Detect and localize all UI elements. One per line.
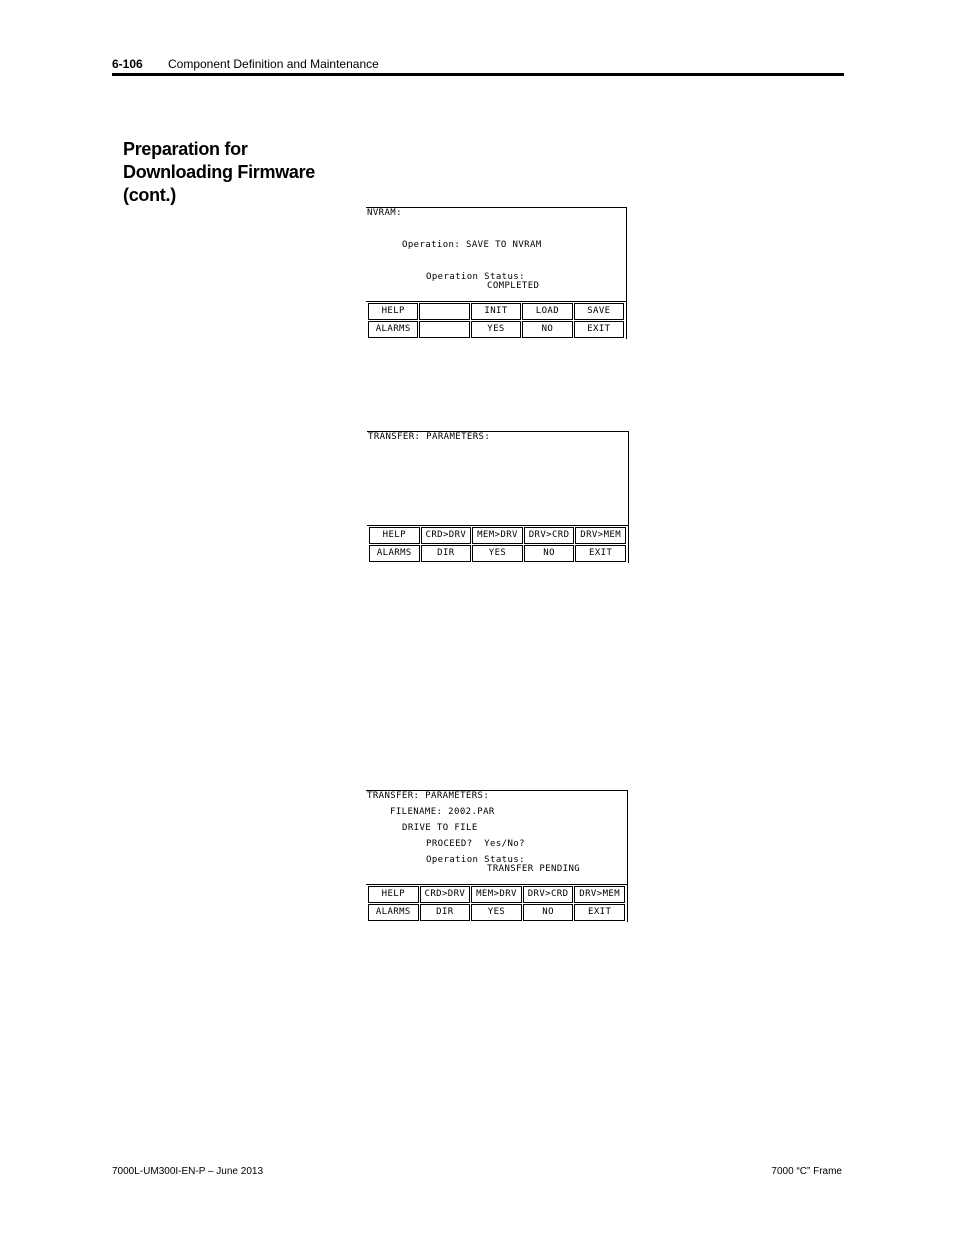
init-key[interactable]: INIT (471, 303, 521, 320)
function-key-row-2 (368, 321, 624, 338)
blank-key[interactable] (419, 303, 469, 320)
no-key[interactable]: NO (524, 545, 575, 562)
section-heading-line-3: (cont.) (123, 185, 176, 205)
page-number: 6-106 (112, 57, 143, 71)
function-keys (366, 301, 626, 339)
section-heading-line-2: Downloading Firmware (123, 162, 316, 182)
function-key-row-1 (369, 527, 626, 544)
blank-key[interactable] (419, 321, 469, 338)
operation-status-label: Operation Status: (426, 855, 525, 865)
section-heading (123, 138, 343, 207)
yes-key[interactable]: YES (472, 545, 523, 562)
page-header (112, 56, 844, 76)
function-key-row-2 (368, 904, 625, 921)
operation-status-value: COMPLETED (487, 281, 540, 291)
no-key[interactable]: NO (522, 321, 572, 338)
operation-text: Operation: SAVE TO NVRAM (402, 240, 542, 250)
exit-key[interactable]: EXIT (574, 321, 624, 338)
screen-title: TRANSFER: PARAMETERS: (367, 791, 490, 801)
header-rule (112, 73, 844, 76)
help-key[interactable]: HELP (369, 527, 420, 544)
dir-key[interactable]: DIR (421, 545, 472, 562)
mem-to-drv-key[interactable]: MEM>DRV (472, 527, 523, 544)
operation-status-value: TRANSFER PENDING (487, 864, 581, 874)
nvram-screen (366, 207, 627, 339)
yes-key[interactable]: YES (471, 321, 521, 338)
direction-text: DRIVE TO FILE (402, 823, 478, 833)
alarms-key[interactable]: ALARMS (369, 545, 420, 562)
no-key[interactable]: NO (523, 904, 574, 921)
proceed-prompt: PROCEED? Yes/No? (426, 839, 525, 849)
exit-key[interactable]: EXIT (575, 545, 626, 562)
dir-key[interactable]: DIR (420, 904, 471, 921)
alarms-key[interactable]: ALARMS (368, 321, 418, 338)
drv-to-crd-key[interactable]: DRV>CRD (523, 886, 574, 903)
function-keys (366, 884, 627, 922)
drv-to-mem-key[interactable]: DRV>MEM (574, 886, 625, 903)
alarms-key[interactable]: ALARMS (368, 904, 419, 921)
function-key-row-1 (368, 303, 624, 320)
function-keys (367, 525, 628, 563)
chapter-title: Component Definition and Maintenance (168, 57, 379, 71)
screen-title: NVRAM: (367, 208, 402, 218)
filename-text: FILENAME: 2002.PAR (390, 807, 495, 817)
transfer-pending-screen (366, 790, 628, 922)
function-key-row-1 (368, 886, 625, 903)
crd-to-drv-key[interactable]: CRD>DRV (421, 527, 472, 544)
drv-to-mem-key[interactable]: DRV>MEM (575, 527, 626, 544)
yes-key[interactable]: YES (471, 904, 522, 921)
crd-to-drv-key[interactable]: CRD>DRV (420, 886, 471, 903)
help-key[interactable]: HELP (368, 303, 418, 320)
exit-key[interactable]: EXIT (574, 904, 625, 921)
footer-publication: 7000L-UM300I-EN-P – June 2013 (112, 1166, 264, 1177)
screen-title: TRANSFER: PARAMETERS: (368, 432, 491, 442)
section-heading-line-1: Preparation for (123, 139, 248, 159)
save-key[interactable]: SAVE (574, 303, 624, 320)
footer-product: 7000 “C” Frame (771, 1166, 842, 1177)
mem-to-drv-key[interactable]: MEM>DRV (471, 886, 522, 903)
help-key[interactable]: HELP (368, 886, 419, 903)
load-key[interactable]: LOAD (522, 303, 572, 320)
operation-status-label: Operation Status: (426, 272, 525, 282)
function-key-row-2 (369, 545, 626, 562)
transfer-parameters-screen (367, 431, 629, 563)
drv-to-crd-key[interactable]: DRV>CRD (524, 527, 575, 544)
